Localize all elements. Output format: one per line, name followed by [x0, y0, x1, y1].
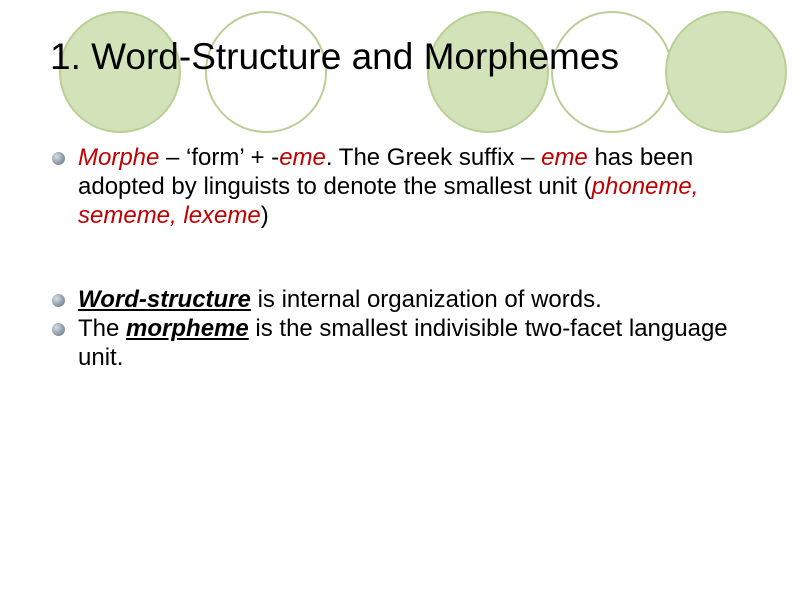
term-examples: phoneme, sememe, lexeme	[78, 173, 699, 229]
text-segment: has been adopted by linguists to denote the smallest unit (	[78, 144, 694, 200]
text-segment: . The Greek suffix –	[325, 144, 542, 171]
bullet-icon	[52, 323, 65, 336]
bullet-list	[50, 138, 760, 372]
bullet-item	[50, 314, 760, 372]
text-segment: – ‘form’ + -	[159, 144, 280, 171]
decor-circle	[666, 12, 786, 132]
bullet-icon	[52, 152, 65, 165]
text-segment: The	[78, 315, 127, 342]
term-morphe: Morphe	[78, 144, 160, 171]
bullet-item	[50, 143, 760, 230]
text-segment: is the smallest indivisible two-facet language unit.	[78, 315, 728, 371]
term-word-structure: Word-structure	[78, 286, 251, 313]
text-segment: is internal organization of words.	[250, 286, 602, 313]
text-segment: )	[260, 202, 269, 229]
bullet-icon	[52, 294, 65, 307]
bullet-item	[50, 285, 760, 314]
slide-title: 1. Word-Structure and Morphemes	[50, 36, 619, 77]
term-eme: eme	[541, 144, 588, 171]
term-morpheme: morpheme	[126, 315, 249, 342]
term-eme: eme	[279, 144, 326, 171]
